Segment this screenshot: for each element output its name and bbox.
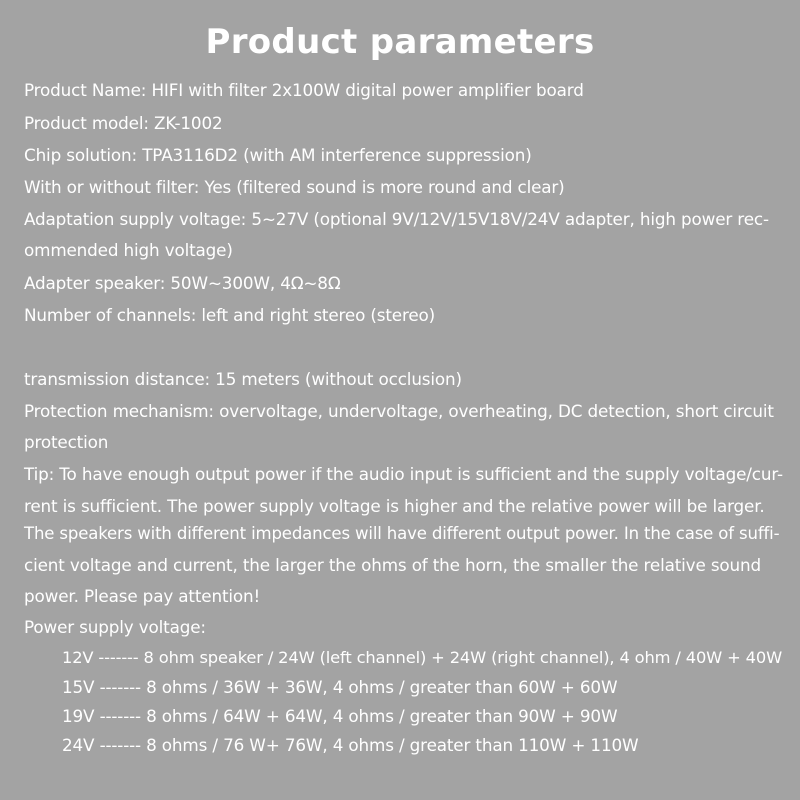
chip-solution-line: Chip solution: TPA3116D2 (with AM interference suppression) [24, 145, 532, 165]
adapter-speaker-line: Adapter speaker: 50W~300W, 4Ω~8Ω [24, 273, 341, 293]
tip-line-4: cient voltage and current, the larger the ohms of the horn, the smaller the relative sound [24, 555, 762, 575]
product-name-line: Product Name: HIFI with filter 2x100W digital power amplifier board [24, 80, 584, 100]
protection-line-cont: protection [24, 432, 109, 452]
tip-line-2: rent is sufficient. The power supply voltage is higher and the relative power will be larger. [24, 496, 765, 516]
voltage-row-15v: 15V ------- 8 ohms / 36W + 36W, 4 ohms / greater than 60W + 60W [62, 677, 618, 697]
page-title: Product parameters [205, 22, 595, 62]
voltage-row-19v: 19V ------- 8 ohms / 64W + 64W, 4 ohms / greater than 90W + 90W [62, 706, 618, 726]
voltage-row-12v: 12V ------- 8 ohm speaker / 24W (left channel) + 24W (right channel), 4 ohm / 40W + 40W [62, 648, 783, 667]
supply-voltage-line-cont: ommended high voltage) [24, 240, 233, 260]
voltage-row-24v: 24V ------- 8 ohms / 76 W+ 76W, 4 ohms / greater than 110W + 110W [62, 735, 639, 755]
product-model-line: Product model: ZK-1002 [24, 113, 223, 133]
tip-line-1: Tip: To have enough output power if the audio input is sufficient and the supply voltage/cur- [24, 464, 783, 484]
protection-line: Protection mechanism: overvoltage, undervoltage, overheating, DC detection, short circuit [24, 401, 774, 421]
power-supply-voltage-heading: Power supply voltage: [24, 617, 206, 637]
supply-voltage-line: Adaptation supply voltage: 5~27V (optional 9V/12V/15V18V/24V adapter, high power rec- [24, 209, 769, 229]
filter-line: With or without filter: Yes (filtered sound is more round and clear) [24, 177, 565, 197]
transmission-distance-line: transmission distance: 15 meters (without occlusion) [24, 369, 462, 389]
tip-line-5: power. Please pay attention! [24, 586, 261, 606]
tip-line-3: The speakers with different impedances will have different output power. In the case of suffi- [24, 524, 780, 543]
channels-line: Number of channels: left and right stereo (stereo) [24, 305, 436, 325]
